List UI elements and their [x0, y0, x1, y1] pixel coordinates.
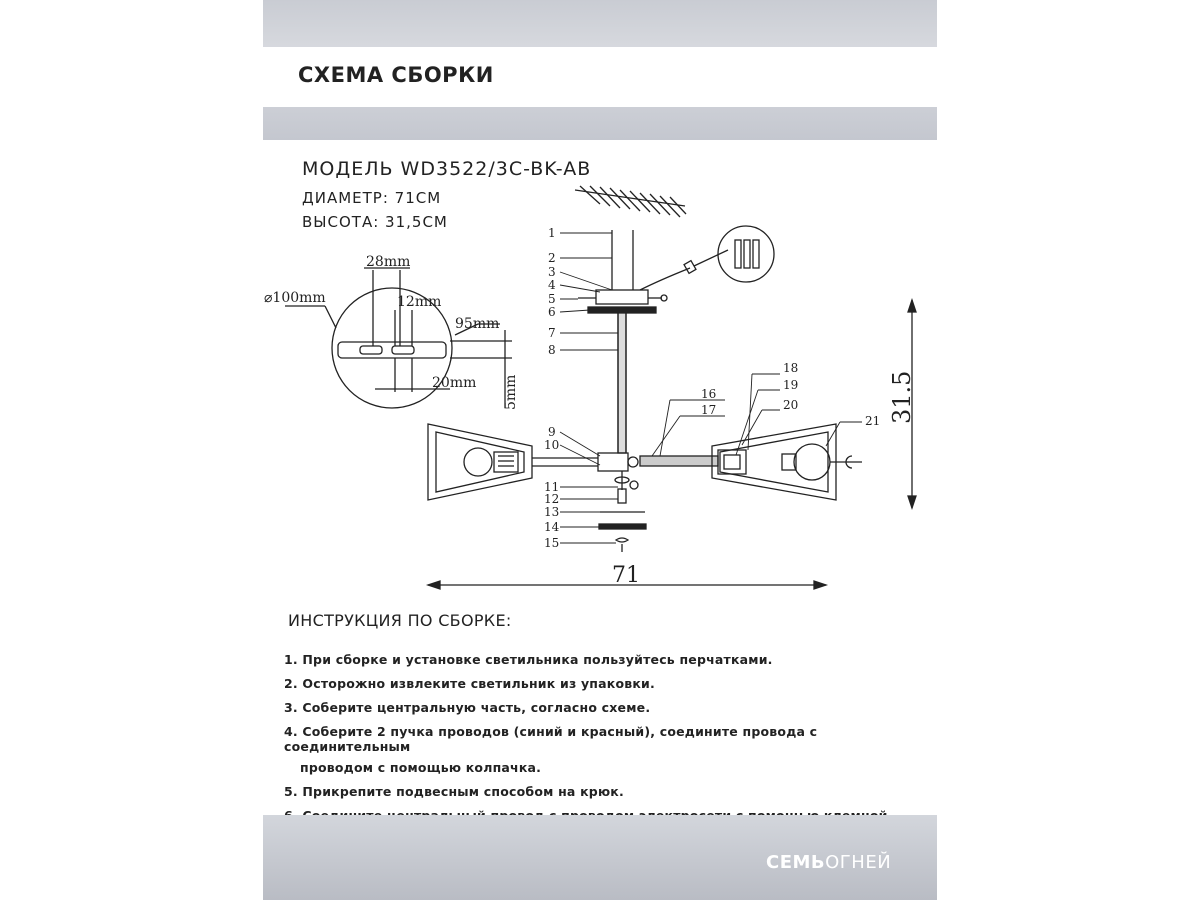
part-numbers [544, 226, 880, 550]
height-dimension-label: 31.5 [888, 370, 916, 424]
part-number: 17 [701, 403, 717, 417]
dimension-arrows [428, 300, 916, 589]
part-number: 8 [548, 343, 556, 357]
part-number: 2 [548, 251, 556, 265]
part-number: 5 [548, 292, 556, 306]
logo-light-part: ОГНЕЙ [825, 852, 892, 873]
slot-width-label: 12mm [397, 294, 442, 310]
part-number: 20 [783, 398, 799, 412]
part-number: 10 [544, 438, 560, 452]
part-number: 18 [783, 361, 799, 375]
ceiling-hatch [575, 186, 686, 217]
part-number: 4 [548, 278, 556, 292]
instruction-step-4 [284, 724, 934, 775]
width-dimension-label: 71 [612, 563, 640, 588]
model-label: МОДЕЛЬ WD3522/3C-BK-AB [302, 158, 592, 180]
part-number: 21 [865, 414, 881, 428]
instruction-step: 5. Прикрепите подвесным способом на крюк. [284, 784, 624, 799]
bracket-thickness-label: 5mm [503, 374, 519, 410]
logo-bold-part: СЕМЬ [766, 852, 826, 873]
page-title: СХЕМА СБОРКИ [298, 63, 494, 87]
diameter-label: ДИАМЕТР: 71СМ [302, 189, 442, 207]
instruction-step-text: 4. Соберите 2 пучка проводов (синий и красный), соедините провода с соединительным [284, 724, 818, 754]
instruction-step: 2. Осторожно извлеките светильник из упаковки. [284, 676, 655, 691]
instruction-step: 1. При сборке и установке светильника пользуйтесь перчатками. [284, 652, 773, 667]
bracket-detail [285, 268, 512, 408]
part-number: 7 [548, 326, 556, 340]
part-number: 1 [548, 226, 556, 240]
right-shade [712, 424, 862, 500]
bracket-length-label: 95mm [455, 316, 500, 332]
part-number: 11 [544, 480, 560, 494]
part-number: 15 [544, 536, 560, 550]
part-number: 13 [544, 505, 560, 519]
part-number: 9 [548, 425, 556, 439]
center-hub [532, 453, 718, 552]
part-number: 6 [548, 305, 556, 319]
left-shade [428, 424, 532, 500]
instruction-step: 3. Соберите центральную часть, согласно схеме. [284, 700, 651, 715]
hole-spacing-label: 28mm [366, 254, 411, 270]
mount-diameter-label: ⌀100mm [264, 290, 326, 306]
bracket-offset-label: 20mm [432, 375, 477, 391]
bracket-dimensions [264, 254, 519, 410]
part-number: 3 [548, 265, 556, 279]
instructions-title: ИНСТРУКЦИЯ ПО СБОРКЕ: [288, 611, 512, 630]
part-number: 12 [544, 492, 560, 506]
part-number: 16 [701, 387, 717, 401]
instruction-step-continued: проводом с помощью колпачка. [300, 760, 542, 775]
brand-logo [766, 852, 891, 873]
part-number: 14 [544, 520, 560, 534]
part-number: 19 [783, 378, 799, 392]
height-label: ВЫСОТА: 31,5СМ [302, 213, 448, 231]
suspension-assembly [578, 226, 774, 453]
